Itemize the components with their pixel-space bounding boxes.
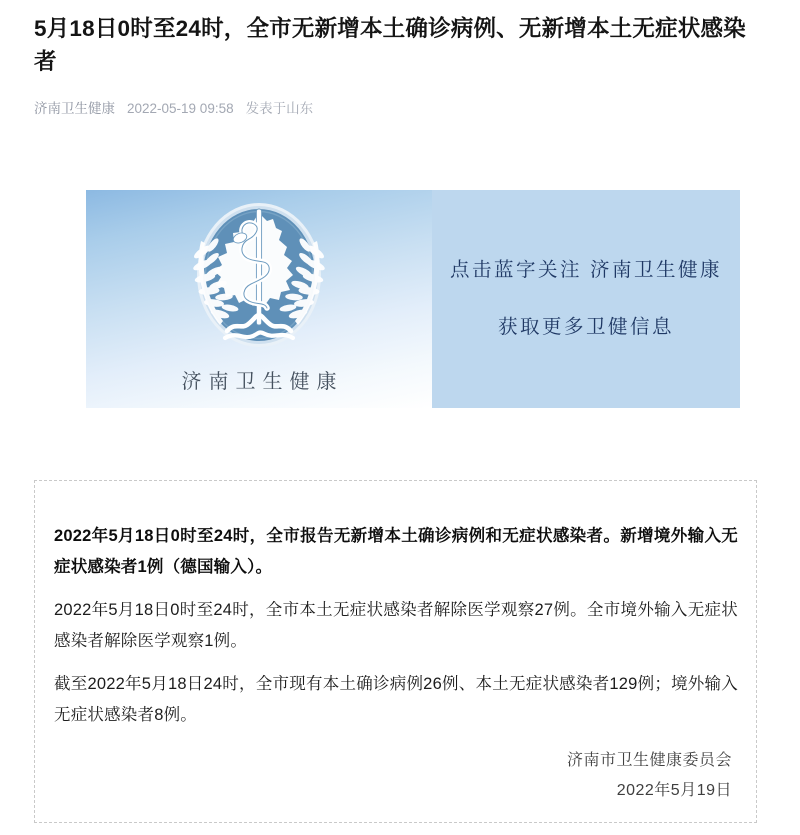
logo-block: [86, 190, 432, 408]
page-title: 5月18日0时至24时，全市无新增本土确诊病例、无新增本土无症状感染者: [34, 16, 746, 75]
publish-timestamp: 2022-05-19 09:58: [127, 100, 234, 116]
logo-text: 济南卫生健康: [181, 371, 344, 393]
asclepius-staff-emblem-icon: [183, 195, 335, 365]
signature-date: 2022年5月19日: [616, 782, 732, 800]
banner-right-panel: [432, 190, 740, 408]
banner-promo-line-1: 点击蓝字关注 济南卫生健康: [450, 258, 722, 281]
paragraph-2: 2022年5月18日0时至24时，全市本土无症状感染者解除医学观察27例。全市境外输入无症状感染者解除医学观察1例。: [54, 601, 738, 650]
article-header: [34, 12, 764, 118]
publish-location: 发表于山东: [245, 100, 314, 116]
signature-organization: 济南市卫生健康委员会: [566, 752, 732, 770]
article-meta: [34, 100, 764, 119]
banner-image: [86, 190, 740, 408]
signature-block: [54, 746, 738, 807]
paragraph-1: 2022年5月18日0时至24时，全市报告无新增本土确诊病例和无症状感染者。新增境外输入无症状感染者1例（德国输入）。: [54, 527, 738, 576]
paragraph-3: 截至2022年5月18日24时，全市现有本土确诊病例26例、本土无症状感染者129例；境外输入无症状感染者8例。: [54, 675, 738, 724]
banner-promo-line-2: 获取更多卫健信息: [497, 316, 674, 338]
account-name[interactable]: 济南卫生健康: [34, 100, 115, 116]
announcement-body: [54, 521, 738, 807]
announcement-box: [34, 480, 757, 823]
